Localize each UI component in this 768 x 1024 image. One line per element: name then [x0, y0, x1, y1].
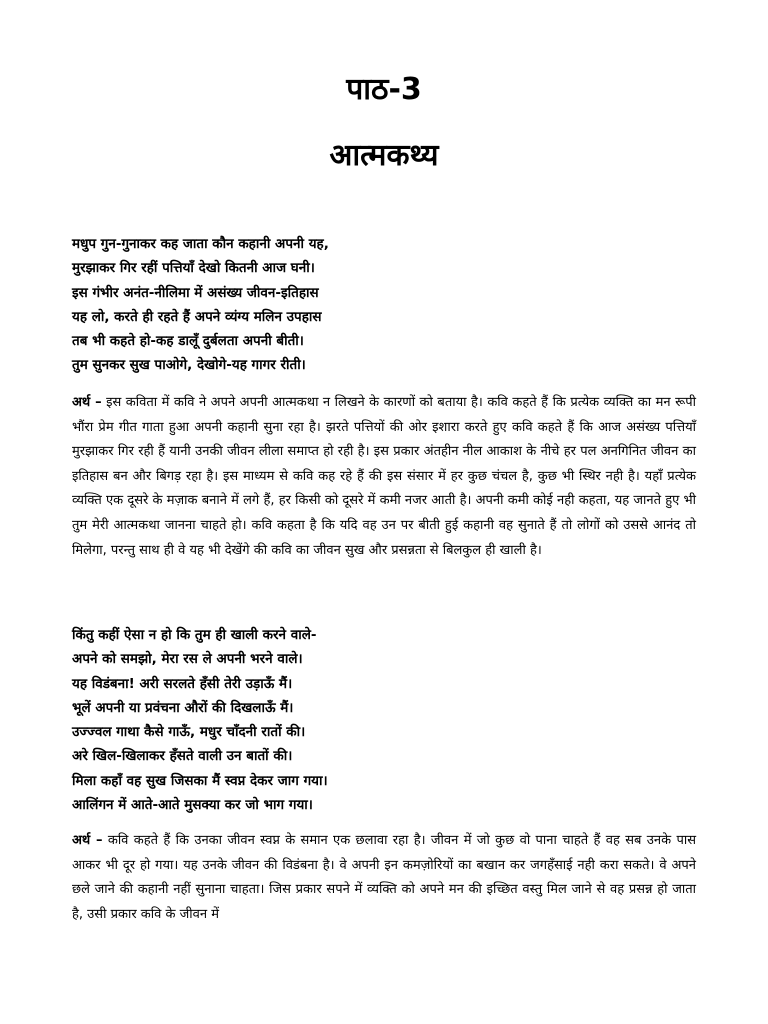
poem-line: अरे खिल-खिलाकर हँसते वाली उन बातों की। [72, 748, 293, 765]
poem-stanza-2 [72, 623, 712, 817]
poem-stanza-1 [72, 232, 712, 378]
poem-line: किंतु कहीं ऐसा न हो कि तुम ही खाली करने वाले- [72, 627, 317, 643]
meaning-label: अर्थ – [72, 395, 102, 410]
poem-line: यह विडंबना! अरी सरलते हँसी तेरी उड़ाऊँ मैं। [72, 675, 293, 692]
poem-line: आलिंगन में आते-आते मुसक्या कर जो भाग गया। [72, 797, 313, 814]
chapter-title: आत्मकथ्य [329, 138, 439, 173]
meaning-label: अर्थ – [72, 833, 103, 848]
poem-line: तुम सुनकर सुख पाओगे, देखोगे-यह गागर रीती। [72, 357, 306, 374]
meaning-paragraph-1 [72, 391, 696, 563]
lesson-number: पाठ-3 [346, 72, 422, 107]
poem-line: मुरझाकर गिर रहीं पत्तियाँ देखो कितनी आज घनी। [72, 260, 315, 277]
poem-line: तब भी कहते हो-कह डालूँ दुर्बलता अपनी बीती। [72, 333, 304, 350]
poem-line: अपने को समझो, मेरा रस ले अपनी भरने वाले। [72, 651, 303, 668]
poem-line: यह लो, करते ही रहते हैं अपने व्यंग्य मलिन उपहास [72, 308, 322, 325]
poem-line: उज्ज्वल गाथा कैसे गाऊँ, मधुर चाँदनी रातों की। [72, 724, 306, 741]
meaning-text: कवि कहते हैं कि उनका जीवन स्वप्न के समान एक छलावा रहा है। जीवन में जो कुछ वो पाना चाहते हैं वह सब उनके पास आकर भी दूर हो गया। यह उनके जीवन की विडंबना है। वे अपनी इन कमज़ोरियों का बखान कर जगहँसाई नही करा सकते। वे अपने छले जाने की कहानी नहीं सुनाना चाहता। जिस प्रकार सपने में व्यक्ति को अपने मन की इच्छित वस्तु मिल जाने से वह प्रसन्न हो जाता है, उसी प्रकार कवि के जीवन में [72, 833, 697, 922]
poem-line: मधुप गुन-गुनाकर कह जाता कौन कहानी अपनी यह, [72, 236, 329, 252]
meaning-paragraph-2 [72, 829, 696, 927]
poem-line: भूलें अपनी या प्रवंचना औरों की दिखलाऊँ मैं। [72, 699, 294, 716]
poem-line: मिला कहाँ वह सुख जिसका मैं स्वप्न देकर जाग गया। [72, 772, 328, 789]
poem-line: इस गंभीर अनंत-नीलिमा में असंख्य जीवन-इतिहास [72, 284, 319, 301]
meaning-text: इस कविता में कवि ने अपने अपनी आत्मकथा न लिखने के कारणों को बताया है। कवि कहते हैं कि प्रत्येक व्यक्ति का मन रूपी भौंरा प्रेम गीत गाता हुआ अपनी कहानी सुना रहा है। झरते पत्तियों की ओर इशारा करते हुए कवि कहते हैं कि आज असंख्य पत्तियाँ मुरझाकर गिर रही हैं यानी उनकी जीवन लीला समाप्त हो रही है। इस प्रकार अंतहीन नील आकाश के नीचे हर पल अनगिनित जीवन का इतिहास बन और बिगड़ रहा है। इस माध्यम से कवि कह रहे हैं की इस संसार में हर कुछ चंचल है, कुछ भी स्थिर नही है। यहाँ प्रत्येक व्यक्ति एक दूसरे के मज़ाक बनाने में लगे हैं, हर किसी को दूसरे में कमी नजर आती है। अपनी कमी कोई नही कहता, यह जानते हुए भी तुम मेरी आत्मकथा जानना चाहते हो। कवि कहता है कि यदि वह उन पर बीती हुई कहानी वह सुनाते हैं तो लोगों को उससे आनंद तो मिलेगा, परन्तु साथ ही वे यह भी देखेंगे की कवि का जीवन सुख और प्रसन्नता से बिलकुल ही खाली है। [72, 395, 696, 558]
